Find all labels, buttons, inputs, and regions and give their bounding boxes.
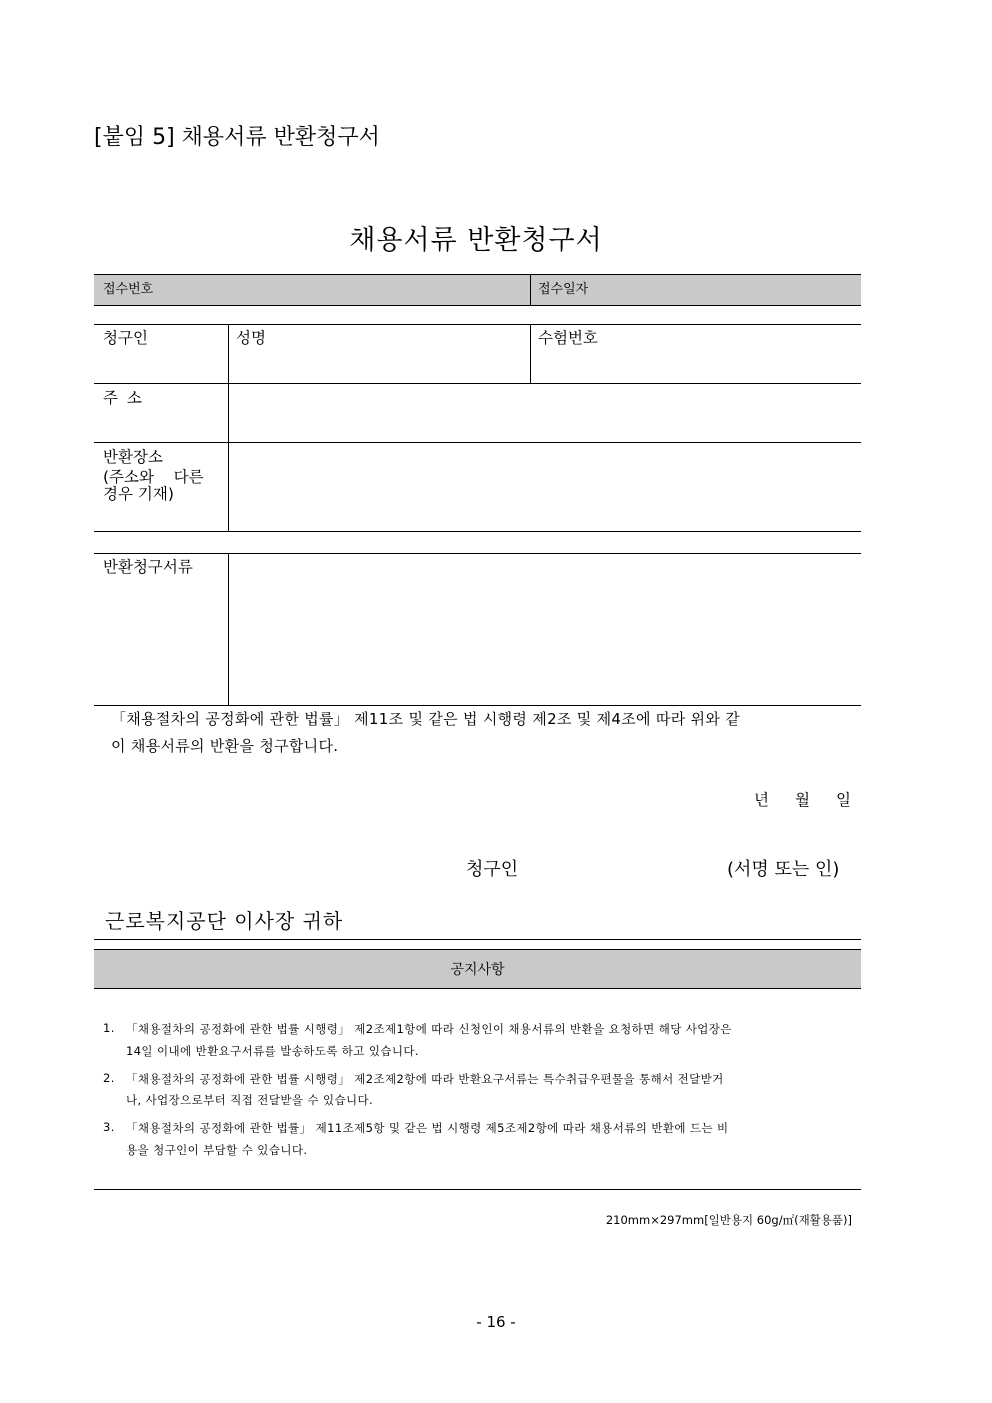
return-place-label-3: 경우 기재) bbox=[103, 485, 174, 503]
return-place-label-2: (주소와 다른 bbox=[103, 468, 204, 486]
return-place-label-1: 반환장소 bbox=[103, 448, 163, 466]
notice-item-3-line-2: 용을 청구인이 부담할 수 있습니다. bbox=[126, 1143, 308, 1157]
name-field[interactable]: 성명 bbox=[236, 329, 266, 347]
documents-label: 반환청구서류 bbox=[103, 558, 193, 576]
address-label: 주 소 bbox=[103, 389, 144, 407]
recipient: 근로복지공단 이사장 귀하 bbox=[105, 909, 344, 933]
receipt-date-label: 접수일자 bbox=[538, 282, 589, 297]
notice-item-1-num: 1. bbox=[103, 1021, 115, 1035]
exam-number-field[interactable]: 수험번호 bbox=[538, 329, 598, 347]
date-day: 일 bbox=[836, 791, 851, 809]
paper-spec: 210mm×297mm[일반용지 60g/㎡(재활용품)] bbox=[605, 1213, 852, 1227]
signature-field[interactable]: (서명 또는 인) bbox=[727, 859, 840, 880]
attachment-title: [붙임 5] 채용서류 반환청구서 bbox=[94, 125, 380, 150]
notice-item-1-line-1: 「채용절차의 공정화에 관한 법률 시행령」 제2조제1항에 따라 신청인이 채용서류의 반환을 요청하면 해당 사업장은 bbox=[126, 1022, 732, 1036]
form-title: 채용서류 반환청구서 bbox=[349, 225, 603, 256]
notice-item-3-line-1: 「채용절차의 공정화에 관한 법률」 제11조제5항 및 같은 법 시행령 제5조제2항에 따라 채용서류의 반환에 드는 비 bbox=[126, 1121, 729, 1135]
notice-item-2-num: 2. bbox=[103, 1071, 115, 1085]
receipt-number-label: 접수번호 bbox=[103, 282, 154, 297]
page-number: - 16 - bbox=[476, 1313, 516, 1331]
notice-item-3-num: 3. bbox=[103, 1120, 115, 1134]
statement-line-2: 이 채용서류의 반환을 청구합니다. bbox=[111, 737, 339, 755]
notice-item-2-line-2: 나, 사업장으로부터 직접 전달받을 수 있습니다. bbox=[126, 1093, 374, 1107]
return-place-field[interactable] bbox=[229, 443, 860, 530]
notice-item-2-line-1: 「채용절차의 공정화에 관한 법률 시행령」 제2조제2항에 따라 반환요구서류는 특수취급우편물을 통해서 전달받거 bbox=[126, 1072, 724, 1086]
notice-item-1-line-2: 14일 이내에 반환요구서류를 발송하도록 하고 있습니다. bbox=[126, 1044, 419, 1058]
address-field[interactable] bbox=[229, 384, 860, 441]
date-year: 년 bbox=[754, 791, 769, 809]
date-month: 월 bbox=[795, 791, 810, 809]
applicant-label: 청구인 bbox=[103, 329, 148, 347]
notice-header-label: 공지사항 bbox=[450, 962, 505, 978]
statement-line-1: 「채용절차의 공정화에 관한 법률」 제11조 및 같은 법 시행령 제2조 및 제4조에 따라 위와 같 bbox=[111, 710, 740, 728]
documents-field[interactable] bbox=[229, 554, 860, 704]
receipt-row bbox=[94, 274, 861, 305]
signature-label: 청구인 bbox=[466, 859, 519, 880]
